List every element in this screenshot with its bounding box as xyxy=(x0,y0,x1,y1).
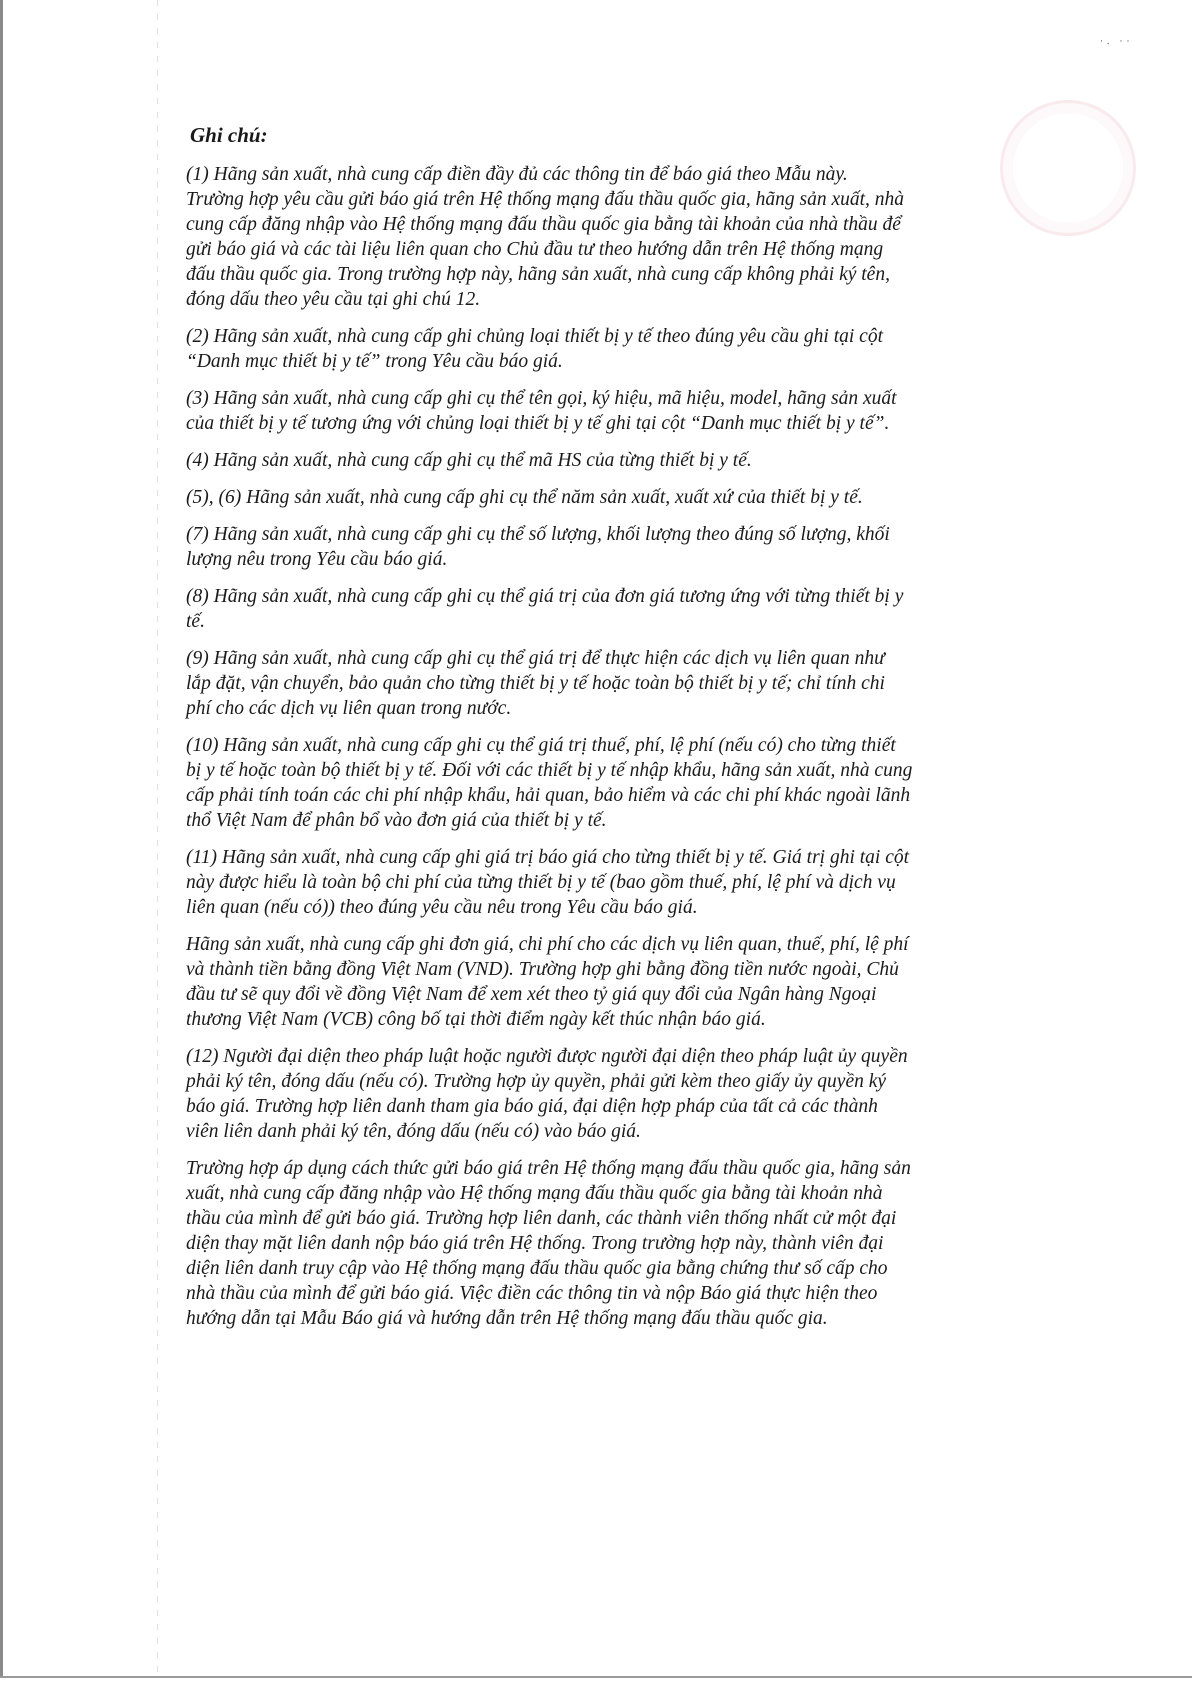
note-line: Trường hợp yêu cầu gửi báo giá trên Hệ thống mạng đấu thầu quốc gia, hãng sản xuất, nhà xyxy=(186,189,905,210)
note-line: (12) Người đại diện theo pháp luật hoặc người được người đại diện theo pháp luật ủy quyền xyxy=(186,1046,908,1067)
note-line: báo giá. Trường hợp liên danh tham gia báo giá, đại diện hợp pháp của tất cả các thành xyxy=(186,1096,878,1117)
note-line: đầu tư sẽ quy đổi về đồng Việt Nam để xem xét theo tỷ giá quy đổi của Ngân hàng Ngoại xyxy=(186,984,877,1005)
note-line: cấp phải tính toán các chi phí nhập khẩu, hải quan, bảo hiểm và các chi phí khác ngoài lãnh xyxy=(186,785,911,806)
note-line: “Danh mục thiết bị y tế” trong Yêu cầu báo giá. xyxy=(186,351,563,372)
note-line: (3) Hãng sản xuất, nhà cung cấp ghi cụ thể tên gọi, ký hiệu, mã hiệu, model, hãng sản xuất xyxy=(186,388,897,409)
note-line: lượng nêu trong Yêu cầu báo giá. xyxy=(186,549,448,570)
note-paragraph xyxy=(186,932,1126,1032)
note-line: (1) Hãng sản xuất, nhà cung cấp điền đầy đủ các thông tin để báo giá theo Mẫu này. xyxy=(186,164,848,185)
note-line: lắp đặt, vận chuyển, bảo quản cho từng thiết bị y tế hoặc toàn bộ thiết bị y tế; chỉ tính chi xyxy=(186,673,885,694)
note-line: đấu thầu quốc gia. Trong trường hợp này, hãng sản xuất, nhà cung cấp không phải ký tên, xyxy=(186,264,890,285)
note-line: phí cho các dịch vụ liên quan trong nước. xyxy=(186,698,512,719)
note-line: đóng dấu theo yêu cầu tại ghi chú 12. xyxy=(186,289,481,310)
note-line: (8) Hãng sản xuất, nhà cung cấp ghi cụ thể giá trị của đơn giá tương ứng với từng thiết bị y xyxy=(186,586,904,607)
note-paragraph xyxy=(186,448,1126,473)
scan-fold-line xyxy=(157,0,158,1676)
note-line: diện thay mặt liên danh nộp báo giá trên Hệ thống. Trong trường hợp này, thành viên đại xyxy=(186,1233,884,1254)
note-line: (9) Hãng sản xuất, nhà cung cấp ghi cụ thể giá trị để thực hiện các dịch vụ liên quan như xyxy=(186,648,885,669)
note-line: Trường hợp áp dụng cách thức gửi báo giá trên Hệ thống mạng đấu thầu quốc gia, hãng sản xyxy=(186,1158,911,1179)
note-paragraph xyxy=(186,324,1126,374)
scan-border-bottom xyxy=(0,1676,1192,1678)
note-line: này được hiểu là toàn bộ chi phí của từng thiết bị y tế (bao gồm thuế, phí, lệ phí và dịch vụ xyxy=(186,872,896,893)
note-line: (5), (6) Hãng sản xuất, nhà cung cấp ghi cụ thể năm sản xuất, xuất xứ của thiết bị y tế. xyxy=(186,487,863,508)
note-line: Hãng sản xuất, nhà cung cấp ghi đơn giá, chi phí cho các dịch vụ liên quan, thuế, phí, lệ phí xyxy=(186,934,909,955)
note-paragraph xyxy=(186,1156,1126,1331)
note-line: thổ Việt Nam để phân bổ vào đơn giá của thiết bị y tế. xyxy=(186,810,607,831)
note-paragraph xyxy=(186,522,1126,572)
notes-title: Ghi chú: xyxy=(190,123,268,147)
note-paragraph xyxy=(186,584,1126,634)
note-line: và thành tiền bằng đồng Việt Nam (VND). Trường hợp ghi bằng đồng tiền nước ngoài, Chủ xyxy=(186,959,899,980)
note-line: diện liên danh truy cập vào Hệ thống mạng đấu thầu quốc gia bằng chứng thư số cấp cho xyxy=(186,1258,888,1279)
note-line: bị y tế hoặc toàn bộ thiết bị y tế. Đối với các thiết bị y tế nhập khẩu, hãng sản xuất, nhà cung xyxy=(186,760,913,781)
note-line: của thiết bị y tế tương ứng với chủng loại thiết bị y tế ghi tại cột “Danh mục thiết bị y tế”. xyxy=(186,413,890,434)
note-line: liên quan (nếu có)) theo đúng yêu cầu nêu trong Yêu cầu báo giá. xyxy=(186,897,698,918)
note-line: thương Việt Nam (VCB) công bố tại thời điểm ngày kết thúc nhận báo giá. xyxy=(186,1009,766,1030)
note-line: cung cấp đăng nhập vào Hệ thống mạng đấu thầu quốc gia bằng tài khoản của nhà thầu để xyxy=(186,214,901,235)
scan-specks: ·. ·· xyxy=(1100,36,1134,46)
note-paragraph xyxy=(186,646,1126,721)
note-line: (7) Hãng sản xuất, nhà cung cấp ghi cụ thể số lượng, khối lượng theo đúng số lượng, khối xyxy=(186,524,890,545)
note-paragraph xyxy=(186,1044,1126,1144)
note-line: (10) Hãng sản xuất, nhà cung cấp ghi cụ thể giá trị thuế, phí, lệ phí (nếu có) cho từng thiết xyxy=(186,735,896,756)
note-line: viên liên danh phải ký tên, đóng dấu (nếu có) vào báo giá. xyxy=(186,1121,641,1142)
note-line: thầu của mình để gửi báo giá. Trường hợp liên danh, các thành viên thống nhất cử một đại xyxy=(186,1208,897,1229)
note-paragraph xyxy=(186,845,1126,920)
notes-section xyxy=(186,122,1126,1343)
note-line: (11) Hãng sản xuất, nhà cung cấp ghi giá trị báo giá cho từng thiết bị y tế. Giá trị ghi tại cột xyxy=(186,847,910,868)
note-line: tế. xyxy=(186,611,205,632)
note-paragraph xyxy=(186,733,1126,833)
note-paragraph xyxy=(186,386,1126,436)
note-line: phải ký tên, đóng dấu (nếu có). Trường hợp ủy quyền, phải gửi kèm theo giấy ủy quyền ký xyxy=(186,1071,887,1092)
note-line: (4) Hãng sản xuất, nhà cung cấp ghi cụ thể mã HS của từng thiết bị y tế. xyxy=(186,450,752,471)
scan-border-left xyxy=(0,0,3,1676)
note-line: nhà thầu của mình để gửi báo giá. Việc điền các thông tin và nộp Báo giá thực hiện theo xyxy=(186,1283,878,1304)
note-paragraph xyxy=(186,485,1126,510)
note-line: (2) Hãng sản xuất, nhà cung cấp ghi chủng loại thiết bị y tế theo đúng yêu cầu ghi tại cột xyxy=(186,326,883,347)
note-line: xuất, nhà cung cấp đăng nhập vào Hệ thống mạng đấu thầu quốc gia bằng tài khoản nhà xyxy=(186,1183,883,1204)
note-line: hướng dẫn tại Mẫu Báo giá và hướng dẫn trên Hệ thống mạng đấu thầu quốc gia. xyxy=(186,1308,828,1329)
notes-list xyxy=(186,162,1126,1331)
note-paragraph xyxy=(186,162,1126,312)
note-line: gửi báo giá và các tài liệu liên quan cho Chủ đầu tư theo hướng dẫn trên Hệ thống mạng xyxy=(186,239,884,260)
